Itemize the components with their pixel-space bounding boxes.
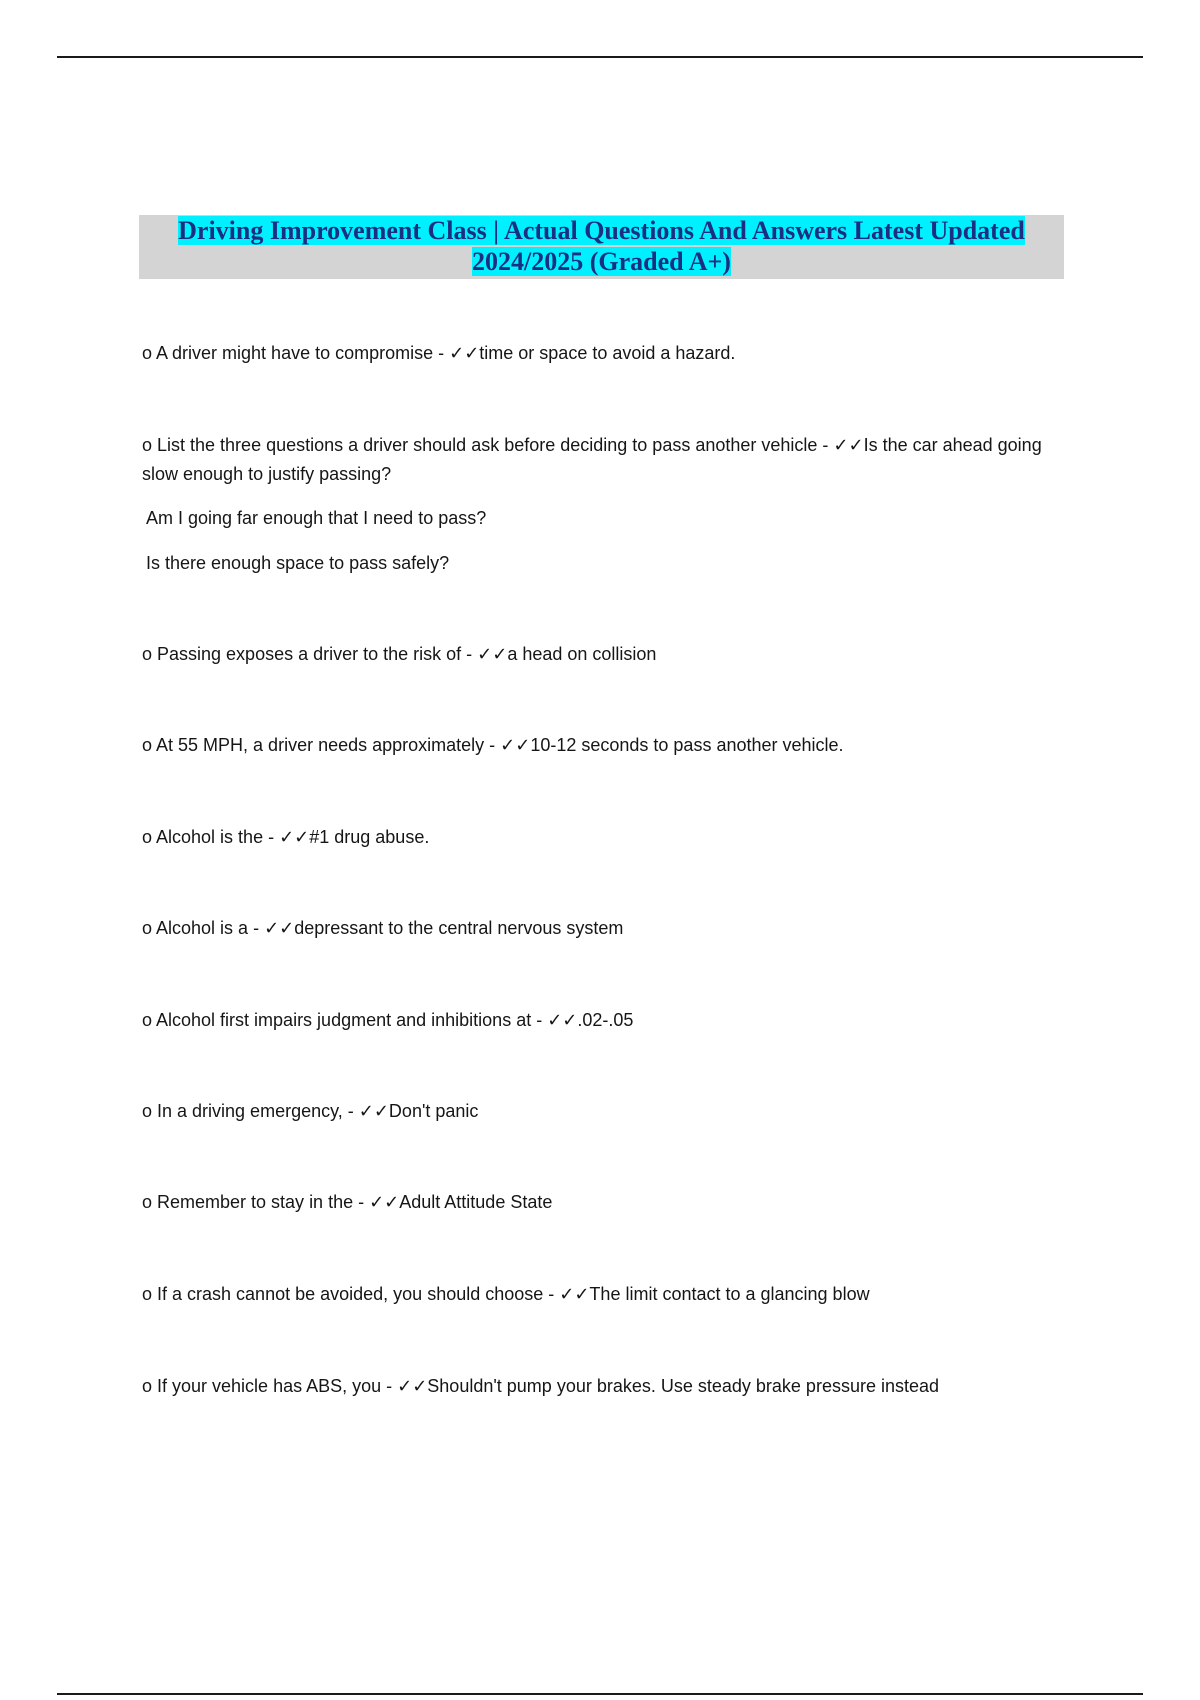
qa-subitem: Is there enough space to pass safely? xyxy=(146,553,450,573)
title-line-2: 2024/2025 (Graded A+) xyxy=(472,247,731,276)
bottom-rule xyxy=(57,1693,1143,1695)
qa-item: o In a driving emergency, - ✓✓Don't panic xyxy=(142,1101,479,1121)
qa-item: o If your vehicle has ABS, you - ✓✓Shouldn't pump your brakes. Use steady brake pressure instead xyxy=(142,1376,940,1396)
qa-item: o Passing exposes a driver to the risk of - ✓✓a head on collision xyxy=(142,644,657,664)
top-rule xyxy=(57,56,1143,58)
qa-item: o If a crash cannot be avoided, you should choose - ✓✓The limit contact to a glancing blow xyxy=(142,1284,870,1304)
qa-item: o List the three questions a driver should ask before deciding to pass another vehicle - ✓✓Is the car ahead going slow enough to justify passing? xyxy=(142,435,1042,484)
document-title xyxy=(139,215,1064,279)
qa-item: o At 55 MPH, a driver needs approximately - ✓✓10-12 seconds to pass another vehicle. xyxy=(142,735,844,755)
qa-item: o A driver might have to compromise - ✓✓time or space to avoid a hazard. xyxy=(142,343,736,363)
qa-item: o Alcohol first impairs judgment and inhibitions at - ✓✓.02-.05 xyxy=(142,1010,634,1030)
qa-item: o Remember to stay in the - ✓✓Adult Attitude State xyxy=(142,1192,553,1212)
qa-item: o Alcohol is a - ✓✓depressant to the central nervous system xyxy=(142,918,624,938)
title-line-1: Driving Improvement Class | Actual Questions And Answers Latest Updated xyxy=(178,216,1025,245)
qa-item: o Alcohol is the - ✓✓#1 drug abuse. xyxy=(142,827,430,847)
qa-subitem: Am I going far enough that I need to pass? xyxy=(146,508,487,528)
